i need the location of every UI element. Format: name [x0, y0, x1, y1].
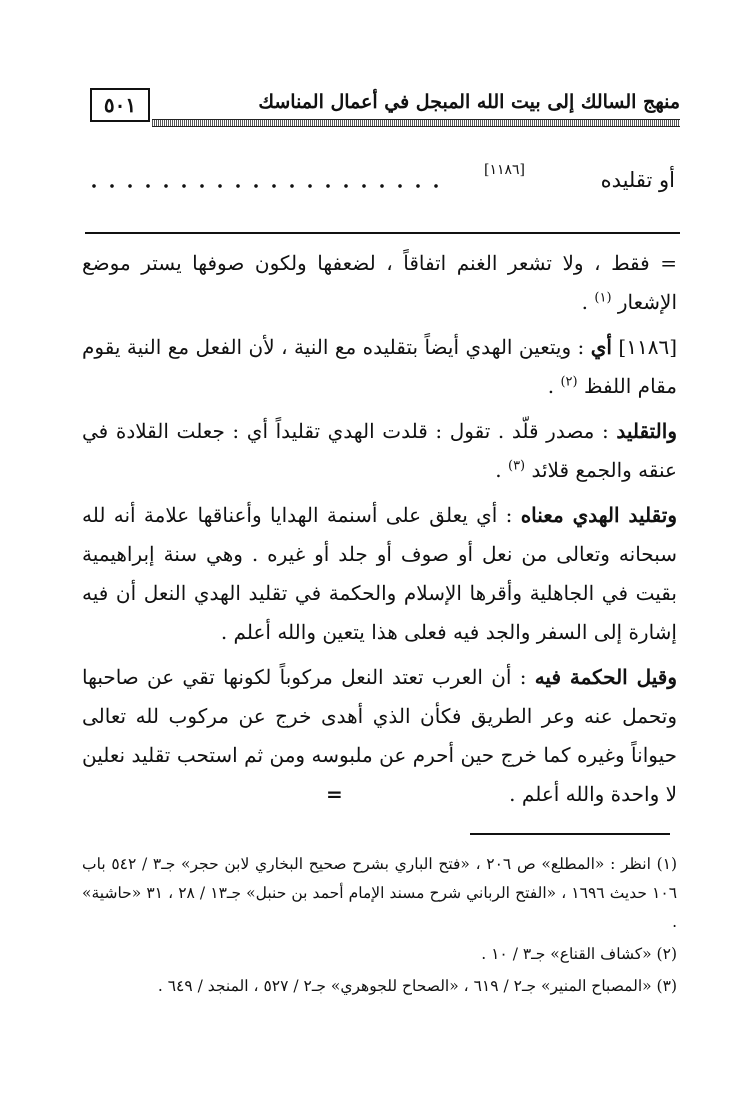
- p1-text: = فقط ، ولا تشعر الغنم اتفاقاً ، لضعفها ولكون صوفها يستر موضع الإشعار: [82, 251, 677, 314]
- p1-end: .: [581, 290, 589, 314]
- header-rule: [152, 119, 680, 127]
- footnote-1: (١) انظر : «المطلع» ص ٢٠٦ ، «فتح الباري بشرح صحيح البخاري لابن حجر» جـ٣ / ٥٤٢ باب ١٠٦ حديث ١٦٩٦ ، «الفتح الرباني شرح مسند الإمام أحمد بن حنبل» جـ١٣ / ٢٨ ، ٣١ «حاشية» .: [82, 855, 678, 931]
- p2-ref: [١١٨٦]: [618, 335, 677, 359]
- paragraph-2: [82, 328, 677, 406]
- paragraph-1: [82, 244, 677, 322]
- paragraph-4: [82, 496, 677, 652]
- matn-line: [85, 162, 675, 204]
- commentary: [82, 244, 677, 820]
- matn-text: أو تقليده: [600, 168, 675, 192]
- p2-term: أي: [590, 335, 612, 359]
- p2-end: .: [547, 374, 555, 398]
- p4-term: وتقليد الهدي معناه: [520, 503, 677, 527]
- footnotes: [82, 850, 677, 1004]
- paragraph-3: [82, 412, 677, 490]
- p2-text: : ويتعين الهدي أيضاً بتقليده مع النية ، لأن الفعل مع النية يقوم مقام اللفظ: [82, 335, 677, 398]
- footnote-ref-1[interactable]: (١): [594, 290, 612, 306]
- matn-ref: [١١٨٦]: [483, 162, 525, 178]
- p3-text: : مصدر قلّد . تقول : قلدت الهدي تقليداً أي : جعلت القلادة في عنقه والجمع قلائد: [82, 419, 677, 482]
- footnote-3: (٣) «المصباح المنير» جـ٢ / ٦١٩ ، «الصحاح للجوهري» جـ٢ / ٥٢٧ ، المنجد / ٦٤٩ .: [157, 977, 677, 995]
- footnote-2: (٢) «كشاف القناع» جـ٣ / ١٠ .: [481, 945, 677, 963]
- continuation-mark: =: [326, 782, 343, 806]
- page-header: [90, 85, 680, 129]
- p5-text: : أن العرب تعتد النعل مركوباً لكونها تقي عن صاحبها وتحمل عنه وعر الطريق فكأن الذي أهدى خرج عن مركوب لله تعالى حيواناً وغيره كما خرج حين أحرم عن ملبوسه ومن ثم استحب تقليد نعلين لا واحدة والله أعلم .: [82, 665, 677, 806]
- footnote-ref-3[interactable]: (٣): [507, 458, 526, 474]
- paragraph-5: [82, 658, 677, 814]
- running-title: منهج السالك إلى بيت الله المبجل في أعمال المناسك: [258, 91, 680, 113]
- p4-text: : أي يعلق على أسنمة الهدايا وأعناقها علامة أنه لله سبحانه وتعالى من نعل أو صوف أو جلد أو غيره . وهي سنة إبراهيمية بقيت في الجاهلية وأقرها الإسلام والحكمة في تقليد الهدي النعل أن فيه إشارة إلى السفر والجد فيه فعلى هذا يتعين والله أعلم .: [82, 503, 677, 644]
- dotted-leader: [85, 181, 440, 191]
- footnote-ref-2[interactable]: (٢): [560, 374, 578, 390]
- footnote-rule: [470, 833, 670, 835]
- matn-divider: [85, 232, 680, 234]
- p3-term: والتقليد: [616, 419, 677, 443]
- p3-end: .: [495, 458, 502, 482]
- page-number: ٥٠١: [90, 88, 150, 122]
- p5-term: وقيل الحكمة فيه: [534, 665, 677, 689]
